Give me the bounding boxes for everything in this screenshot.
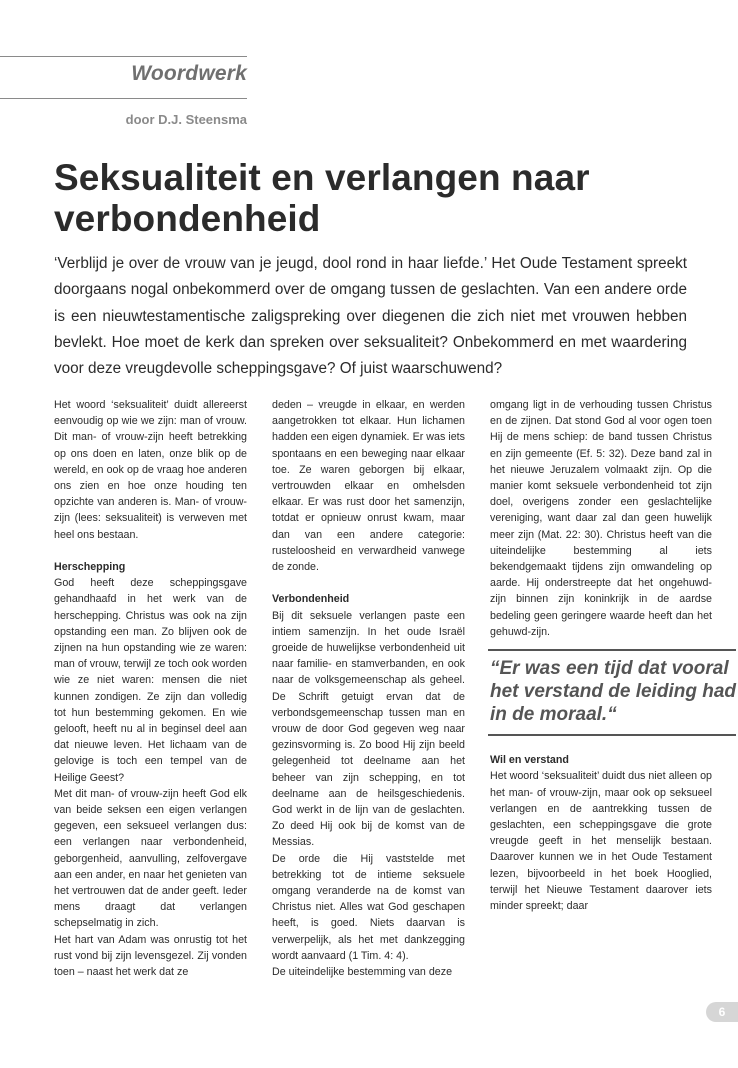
paragraph: De uiteindelijke bestemming van deze xyxy=(272,966,453,979)
column-2 xyxy=(272,397,465,980)
paragraph: God heeft deze scheppingsgave gehandhaafd in het werk van de herschepping. Christus was ook na zijn opstanding een man. Zo blijven ook de zijnen na hun opstanding wie ze waren: man of vrouw, terwijl ze toch ook worden wie ze niet waren: mensen die niet kunnen zondigen. Ze zijn dan volledig tot hun bestemming gekomen. En wie gelooft, heeft nu al in beginsel deel aan dat nieuwe leven. Het lichaam van de gelovige is toch een tempel van de Heilige Geest? xyxy=(54,577,247,784)
paragraph: Het woord ‘seksualiteit’ duidt allereerst eenvoudig op wie we zijn: man of vrouw. Dit man- of vrouw-zijn heeft betrekking op ons doen en laten, onze blik op de wereld, en ook op de vraag hoe anderen ons zien en hoe onze houding ten opzichte van anderen is. Man- of vrouw-zijn (lees: seksualiteit) is verweven met heel ons bestaan. xyxy=(54,399,247,541)
paragraph: Bij dit seksuele verlangen paste een intiem samenzijn. In het oude Israël groeide de huwelijkse verbondenheid uit naar familie- en stamverbanden, en ook naar de volksgemeenschap als geheel. De Schrift getuigt ervan dat de verbondsgemeenschap tussen man en vrouw de door God gegeven weg naar gezinsvorming is. Zo bood Hij zijn beeld gelegenheid tot deelname aan het beheer van zijn schepping, en tot deelname aan de heilsgeschiedenis. God werkt in de lijn van de geslachten. Zo deed Hij ook bij de komst van de Messias. xyxy=(272,609,465,849)
header-rule-top xyxy=(0,56,247,57)
paragraph: Met dit man- of vrouw-zijn heeft God elk van beide seksen een eigen verlangen gegeven, een seksueel verlangen dus: een verlangen naar verbondenheid, geborgenheid, aanvulling, zelfovergave aan een ander, en naar het genieten van het vertrouwen dat de ander geeft. Ieder mens draagt dat verlangen schepselmatig in zich. xyxy=(54,787,247,930)
byline: door D.J. Steensma xyxy=(125,112,247,127)
pull-quote: “Er was een tijd dat vooral het verstand de leiding had in de moraal.“ xyxy=(488,649,736,736)
subheading-wil-en-verstand: Wil en verstand xyxy=(490,754,569,767)
subheading-verbondenheid: Verbondenheid xyxy=(272,593,350,606)
section-label: Woordwerk xyxy=(131,62,247,85)
paragraph: De orde die Hij vaststelde met betrekking tot de intieme seksuele omgang veranderde na de komst van Christus niet. Alles wat God geschapen heeft, is goed. Niets daarvan is verwerpelijk, als het met dankzegging wordt aanvaard (1 Tim. 4: 4). xyxy=(272,852,465,962)
article-title: Seksualiteit en verlangen naar verbondenheid xyxy=(54,157,590,239)
paragraph: omgang ligt in de verhouding tussen Christus en de zijnen. Dat stond God al voor ogen toen Hij de mens schiep: de band tussen Christus en zijn gemeente (Ef. 5: 32). Deze band zal in het nieuwe Jeruzalem volmaakt zijn. Op die manier komt seksuele verbondenheid tot zijn doel, overigens zonder een geslachtelijke vereniging, want daar zal dan geen huwelijk meer zijn (Mat. 22: 30). Christus heeft van die uiteindelijke bestemming al iets bekendgemaakt tijdens zijn omwandeling op aarde. Hij onderstreepte dat het ongehuwd-zijn binnen zijn koninkrijk in de aardse bedeling geen geringere waarde heeft dan het gehuwd-zijn. xyxy=(490,399,712,638)
header-rule-bottom xyxy=(0,98,247,99)
column-1 xyxy=(54,397,247,980)
article-lead: ‘Verblijd je over de vrouw van je jeugd, dool rond in haar liefde.’ Het Oude Testament spreekt doorgaans nogal onbekommerd over de omgang tussen de geslachten. Van een andere orde is een nieuwtestamentische zaligspreking over diegenen die zich niet met vrouwen hebben bevlekt. Hoe moet de kerk dan spreken over seksualiteit? Onbekommerd en met waardering voor deze vreugdevolle scheppingsgave? Of juist waarschuwend? xyxy=(54,255,687,378)
paragraph: deden – vreugde in elkaar, en werden aangetrokken tot elkaar. Hun lichamen hadden een eigen dynamiek. Er was iets spontaans en een beweging naar elkaar toe. Ze waren geborgen bij elkaar, vertrouwden elkaar en omhelsden elkaar. Er was rust door het samenzijn, totdat er opnieuw onrust kwam, maar dan van een andere categorie: rusteloosheid en verwardheid vanwege de zonde. xyxy=(272,399,465,574)
paragraph: Het woord ‘seksualiteit’ duidt dus niet alleen op het man- of vrouw-zijn, maar ook op seksueel verlangen en de aantrekking tussen de geslachten, een scheppingsgave die grote vreugde geeft in het menselijk bestaan. Daarover kunnen we in het Oude Testament lezen, bijvoorbeeld in het boek Hooglied, terwijl het Nieuwe Testament daarover iets minder spreekt; daar xyxy=(490,770,712,913)
subheading-herschepping: Herschepping xyxy=(54,561,126,574)
paragraph: Het hart van Adam was onrustig tot het rust vond bij zijn levensgezel. Zij vonden toen – naast het werk dat ze xyxy=(54,933,247,979)
column-3 xyxy=(490,397,736,914)
page-number: 6 xyxy=(706,1002,738,1022)
